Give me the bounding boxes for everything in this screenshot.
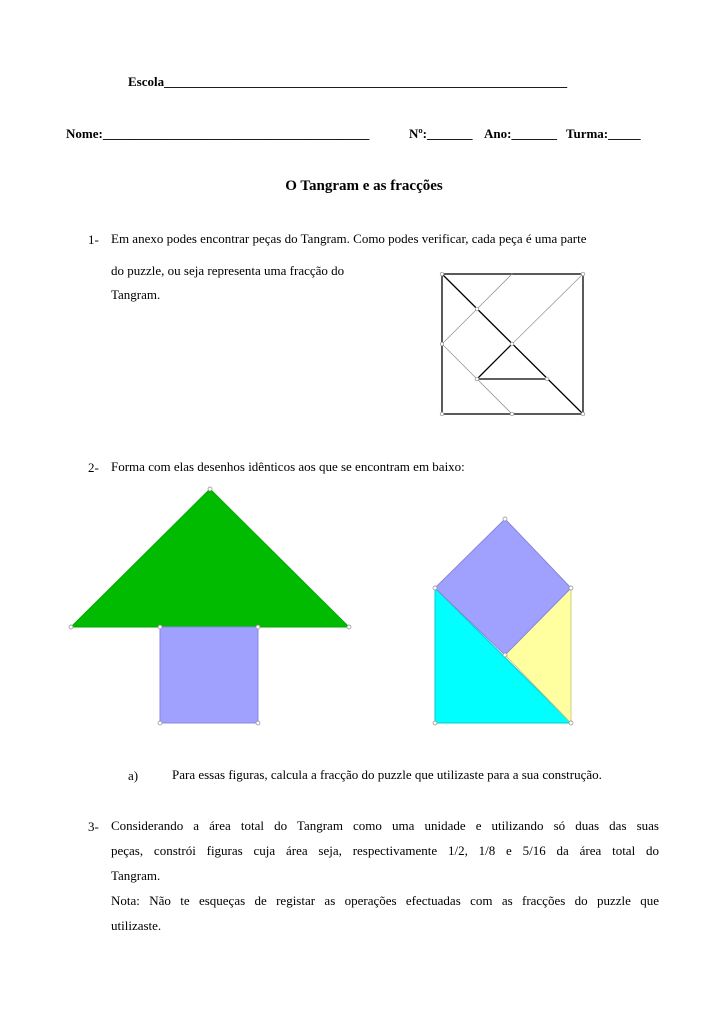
q3-number: 3- xyxy=(88,819,99,834)
q1-line-3: Tangram. xyxy=(111,287,161,302)
square-piece xyxy=(160,627,258,723)
q2-number: 2- xyxy=(88,460,99,475)
year-field: Ano:_______ xyxy=(484,126,557,141)
q3-line-1: Considerando a área total do Tangram como uma unidade e utilizando só duas das suas xyxy=(111,818,659,833)
q1-line-1: Em anexo podes encontrar peças do Tangram. Como podes verificar, cada peça é uma parte xyxy=(111,231,587,246)
tangram-line xyxy=(512,274,583,344)
q1-line-2: do puzzle, ou seja representa uma fracção do xyxy=(111,263,345,278)
school-field: Escola______________________________________________________________ xyxy=(128,74,568,89)
q3-line-4: Nota: Não te esqueças de registar as operações efectuadas com as fracções do puzzle que xyxy=(111,893,659,908)
q3-line-2: peças, constrói figuras cuja área seja, respectivamente 1/2, 1/8 e 5/16 da área total do xyxy=(111,843,659,858)
page-title: O Tangram e as fracções xyxy=(285,178,443,194)
tangram-line xyxy=(477,344,512,379)
diamond-square xyxy=(435,519,571,655)
tangram-line xyxy=(477,274,512,309)
class-field: Turma:_____ xyxy=(566,126,641,141)
name-field: Nome:_________________________________________ xyxy=(66,126,370,141)
q2-sub-label: a) xyxy=(128,768,139,783)
number-field: Nº:_______ xyxy=(409,126,473,141)
q2-sub-text: Para essas figuras, calcula a fracção do puzzle que utilizaste para a sua construção. xyxy=(172,767,602,782)
q3-line-3: Tangram. xyxy=(111,868,161,883)
tangram-line xyxy=(442,309,477,344)
q3-line-5: utilizaste. xyxy=(111,918,162,933)
tangram-line xyxy=(442,344,512,414)
large-triangle xyxy=(71,489,349,627)
tangram-outline xyxy=(442,274,583,414)
yellow-triangle xyxy=(505,588,571,723)
figure-house xyxy=(71,489,349,723)
q1-number: 1- xyxy=(88,232,99,247)
cyan-triangle xyxy=(435,588,571,723)
q2-text: Forma com elas desenhos idênticos aos que se encontram em baixo: xyxy=(111,459,465,474)
tangram-diagonal xyxy=(442,274,583,414)
figure-two xyxy=(435,519,571,723)
